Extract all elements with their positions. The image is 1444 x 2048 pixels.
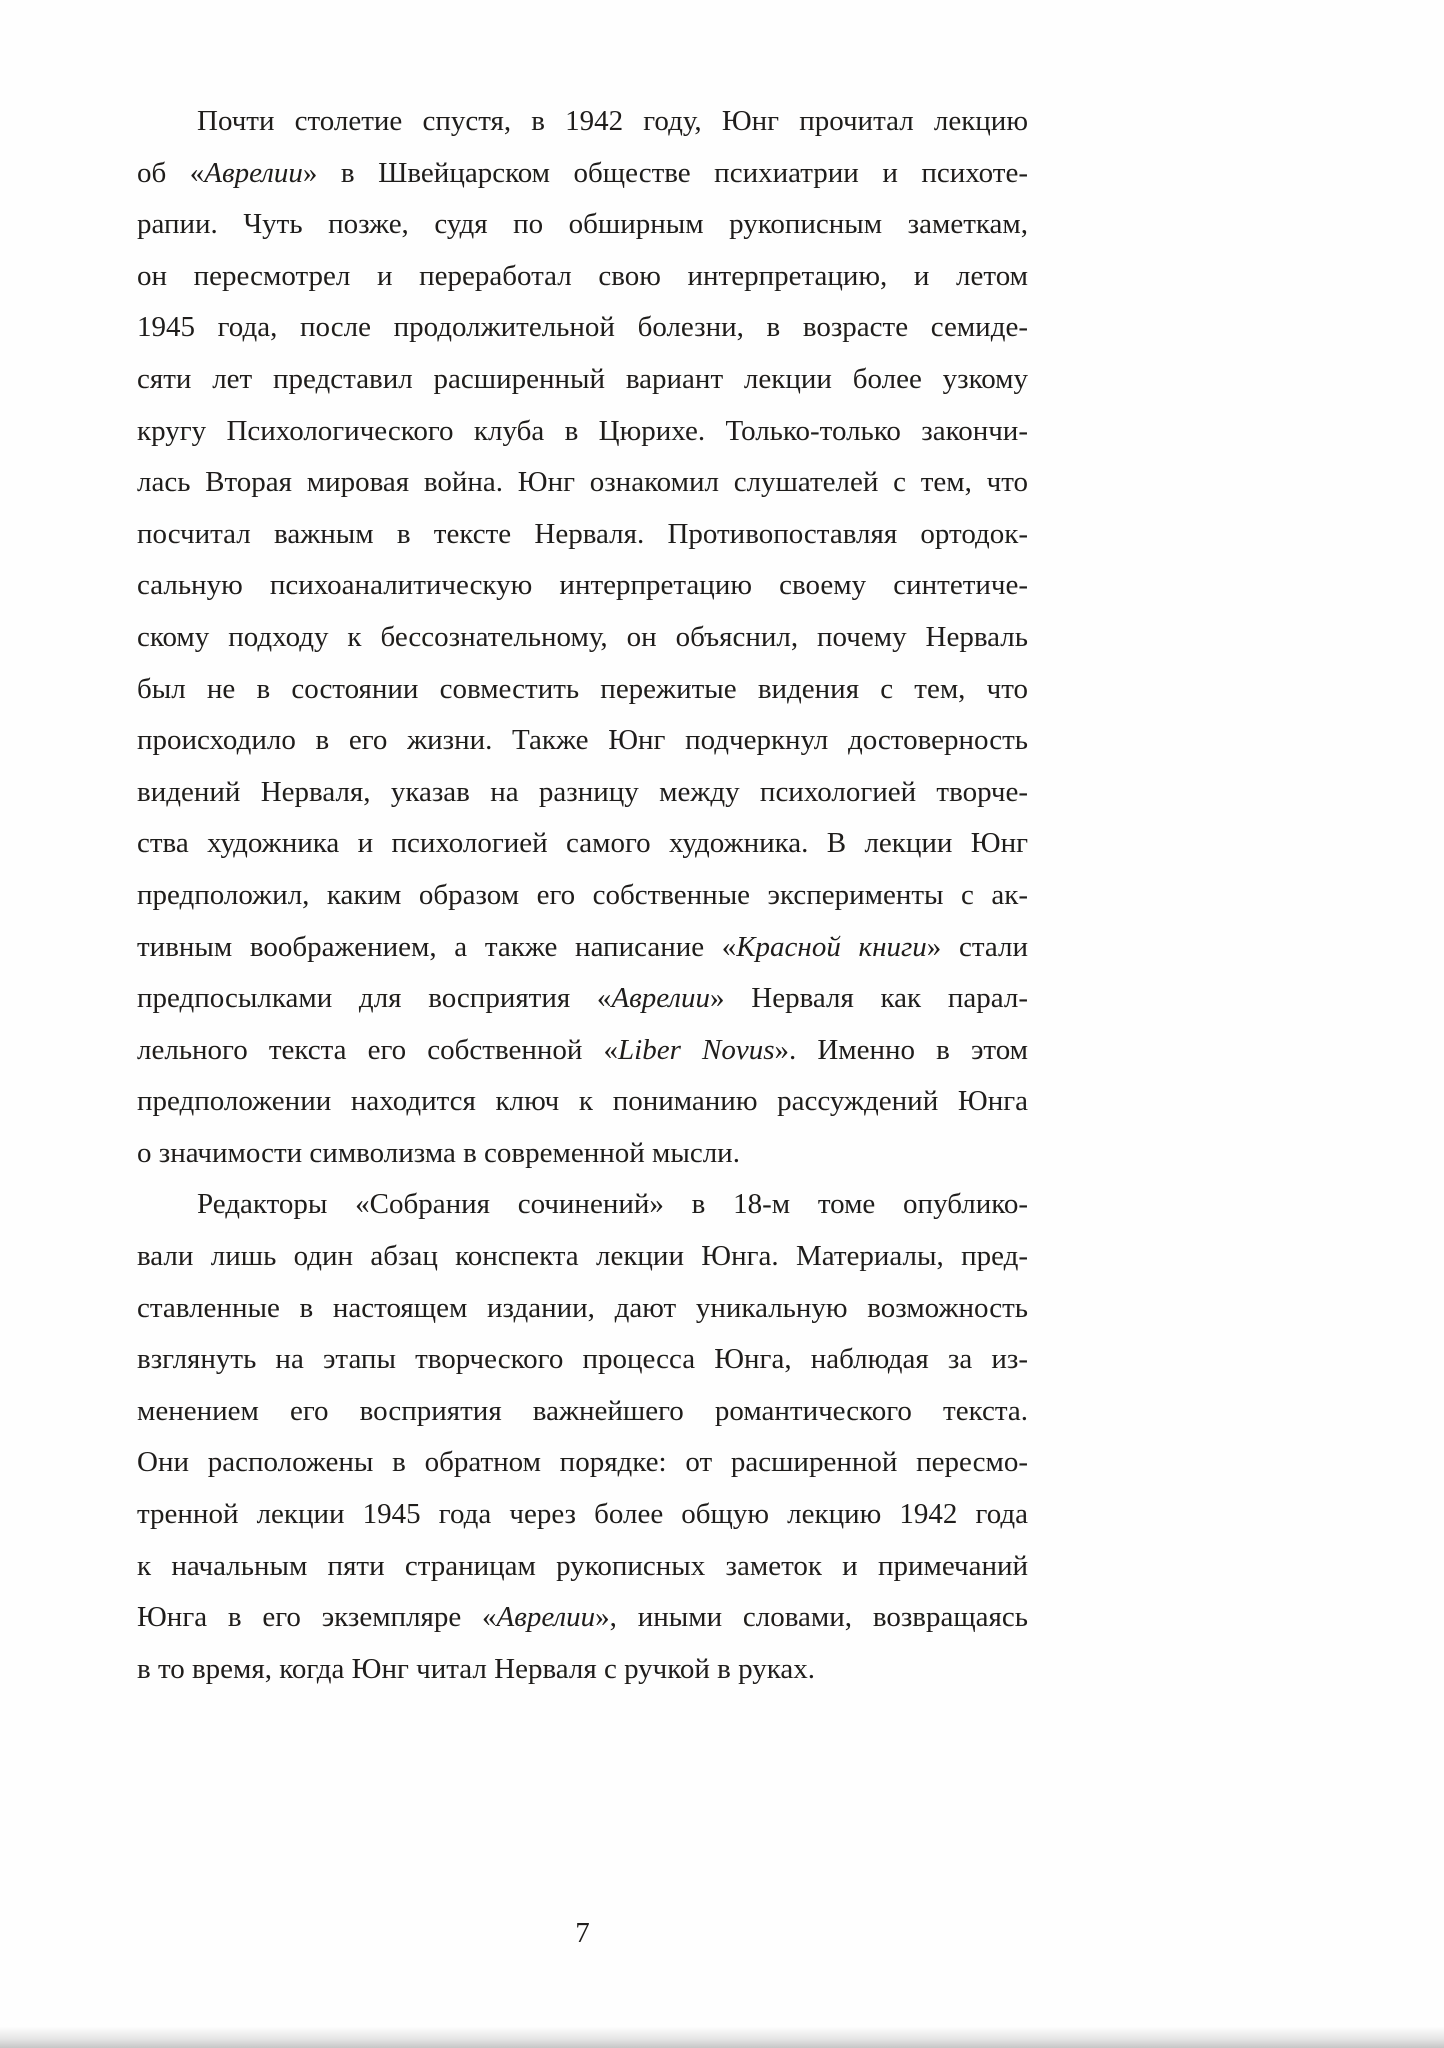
italic-text-segment: Аврелии bbox=[496, 1601, 596, 1634]
text-line bbox=[137, 1283, 1028, 1335]
text-segment: о значимости символизма в современной мысли. bbox=[137, 1136, 740, 1169]
text-line bbox=[137, 302, 1028, 354]
text-segment: предпосылками для восприятия « bbox=[137, 982, 612, 1015]
text-segment: вали лишь один абзац конспекта лекции Юнга. Материалы, пред- bbox=[137, 1240, 1028, 1273]
text-segment: посчитал важным в тексте Нерваля. Противопоставляя ортодок- bbox=[137, 517, 1028, 550]
text-segment: Почти столетие спустя, в 1942 году, Юнг прочитал лекцию bbox=[197, 105, 1028, 137]
text-line bbox=[137, 1489, 1028, 1541]
text-line bbox=[137, 1076, 1028, 1128]
text-line bbox=[137, 1231, 1028, 1283]
text-segment: происходило в его жизни. Также Юнг подчеркнул достоверность bbox=[137, 724, 1028, 757]
text-segment: тренной лекции 1945 года через более общую лекцию 1942 года bbox=[137, 1498, 1028, 1531]
text-segment: » Нерваля как парал- bbox=[710, 982, 1028, 1015]
text-segment: » в Швейцарском обществе психиатрии и психоте- bbox=[302, 156, 1028, 189]
paragraph bbox=[137, 1179, 1028, 1695]
page-number: 7 bbox=[575, 1917, 590, 1949]
text-line bbox=[137, 1128, 1028, 1180]
text-segment: тивным воображением, а также написание « bbox=[137, 930, 737, 963]
text-segment: ства художника и психологией самого художника. В лекции Юнг bbox=[137, 827, 1028, 860]
text-segment: » стали bbox=[926, 930, 1028, 963]
text-segment: в то время, когда Юнг читал Нерваля с ручкой в руках. bbox=[137, 1652, 815, 1685]
text-line bbox=[137, 354, 1028, 406]
text-segment: предположении находится ключ к пониманию рассуждений Юнга bbox=[137, 1085, 1028, 1118]
text-line bbox=[137, 767, 1028, 819]
text-segment: рапии. Чуть позже, судя по обширным рукописным заметкам, bbox=[137, 208, 1028, 241]
text-segment: предположил, каким образом его собственные эксперименты с ак- bbox=[137, 878, 1028, 911]
text-segment: ». Именно в этом bbox=[774, 1033, 1028, 1066]
text-segment: сяти лет представил расширенный вариант лекции более узкому bbox=[137, 362, 1028, 395]
text-line bbox=[137, 560, 1028, 612]
italic-text-segment: Аврелии bbox=[204, 156, 303, 189]
text-line bbox=[137, 1541, 1028, 1593]
italic-text-segment: Аврелии bbox=[611, 982, 711, 1015]
text-line bbox=[137, 457, 1028, 509]
text-segment: Они расположены в обратном порядке: от расширенной пересмо- bbox=[137, 1446, 1028, 1479]
text-line bbox=[137, 509, 1028, 561]
text-segment: видений Нерваля, указав на разницу между психологией творче- bbox=[137, 775, 1028, 808]
text-segment: он пересмотрел и переработал свою интерпретацию, и летом bbox=[137, 259, 1028, 292]
page-bottom-shadow bbox=[0, 2026, 1444, 2048]
text-line bbox=[137, 1644, 1028, 1696]
text-line bbox=[137, 96, 1028, 148]
text-segment: лельного текста его собственной « bbox=[137, 1033, 619, 1066]
text-block bbox=[137, 96, 1028, 1695]
text-segment: кругу Психологического клуба в Цюрихе. Только-только закончи- bbox=[137, 414, 1028, 447]
text-line bbox=[137, 251, 1028, 303]
text-segment: 1945 года, после продолжительной болезни, в возрасте семиде- bbox=[137, 311, 1028, 344]
text-segment: взглянуть на этапы творческого процесса Юнга, наблюдая за из- bbox=[137, 1343, 1028, 1376]
text-line bbox=[137, 973, 1028, 1025]
text-segment: скому подходу к бессознательному, он объяснил, почему Нерваль bbox=[137, 620, 1028, 653]
text-segment: к начальным пяти страницам рукописных заметок и примечаний bbox=[137, 1549, 1028, 1582]
text-segment: лась Вторая мировая война. Юнг ознакомил слушателей с тем, что bbox=[137, 466, 1028, 499]
text-line bbox=[137, 922, 1028, 974]
text-segment: », иными словами, возвращаясь bbox=[595, 1601, 1028, 1634]
text-line bbox=[137, 1437, 1028, 1489]
text-segment: сальную психоаналитическую интерпретацию своему синтетиче- bbox=[137, 569, 1028, 602]
text-segment: был не в состоянии совместить пережитые видения с тем, что bbox=[137, 672, 1028, 705]
text-segment: менением его восприятия важнейшего романтического текста. bbox=[137, 1394, 1028, 1427]
text-line bbox=[137, 664, 1028, 716]
text-line bbox=[137, 1592, 1028, 1644]
text-line bbox=[137, 199, 1028, 251]
text-line bbox=[137, 715, 1028, 767]
paragraph bbox=[137, 96, 1028, 1179]
text-line bbox=[137, 1334, 1028, 1386]
text-line bbox=[137, 1386, 1028, 1438]
text-line bbox=[137, 148, 1028, 200]
text-line bbox=[137, 1025, 1028, 1077]
text-line bbox=[137, 406, 1028, 458]
italic-text-segment: Liber Novus bbox=[618, 1033, 775, 1066]
text-segment: Редакторы «Собрания сочинений» в 18-м томе опублико- bbox=[197, 1188, 1028, 1221]
text-segment: об « bbox=[137, 156, 205, 189]
text-line bbox=[137, 818, 1028, 870]
text-line bbox=[137, 612, 1028, 664]
italic-text-segment: Красной книги bbox=[736, 930, 927, 963]
text-segment: Юнга в его экземпляре « bbox=[137, 1601, 497, 1634]
text-segment: ставленные в настоящем издании, дают уникальную возможность bbox=[137, 1291, 1028, 1324]
text-line bbox=[137, 1179, 1028, 1231]
text-line bbox=[137, 870, 1028, 922]
